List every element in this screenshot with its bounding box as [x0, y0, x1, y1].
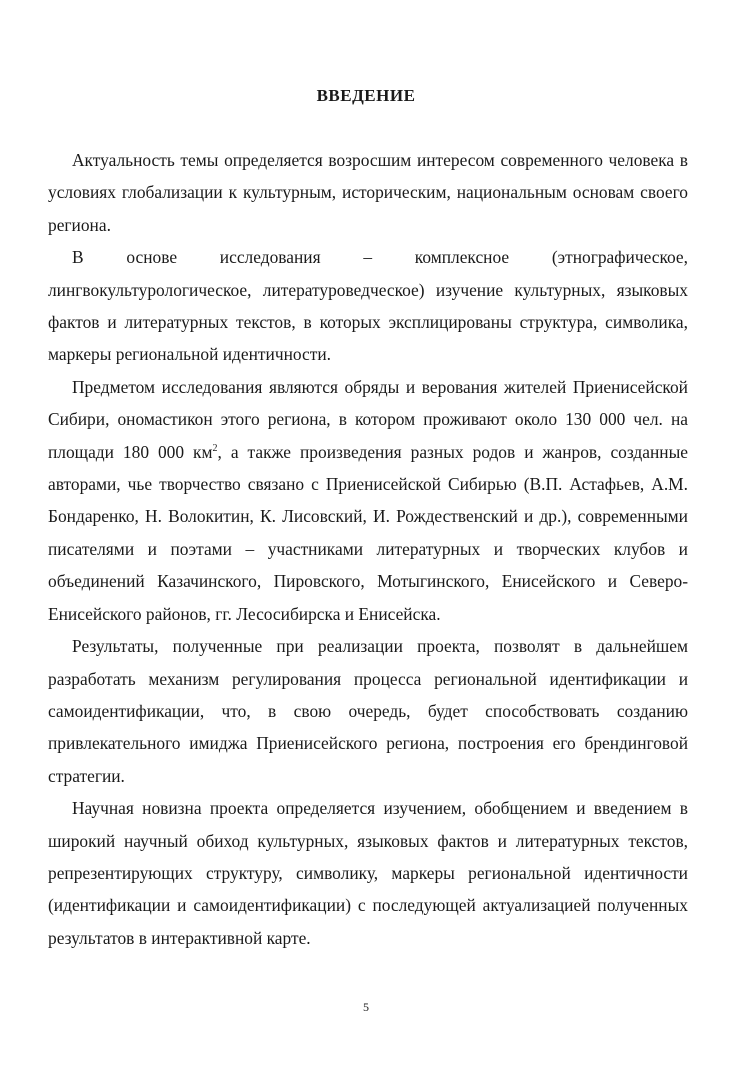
area-unit-superscript: 2 [212, 442, 218, 454]
paragraph-results: Результаты, полученные при реализации проекта, позволят в дальнейшем разработать механизм регулирования процесса региональной идентификации и самоидентификации, что, в свою очередь, будет способствовать созданию привлекательного имиджа Приенисейского региона, построения его брендинговой стратегии. [48, 636, 688, 786]
paragraph-relevance: Актуальность темы определяется возросшим интересом современного человека в условиях глобализации к культурным, историческим, национальным основам своего региона. [48, 150, 688, 235]
paragraph-research-subject-text: Предметом исследования являются обряды и верования жителей Приенисейской Сибири, ономастикон этого региона, в котором проживают около 130 000 чел. на площади 180 000 км [48, 376, 688, 462]
page-number: 5 [363, 1000, 369, 1014]
paragraph-research-basis: В основе исследования – комплексное (этнографическое, лингвокультурологическое, литературоведческое) изучение культурных, языковых фактов и литературных текстов, в которых эксплицированы структура, символика, маркеры региональной идентичности. [48, 247, 688, 365]
paragraph-research-subject [48, 371, 688, 630]
paragraph-scientific-novelty: Научная новизна проекта определяется изучением, обобщением и введением в широкий научный обиход культурных, языковых фактов и литературных текстов, репрезентирующих структуру, символику, маркеры региональной идентичности (идентификации и самоидентификации) с последующей актуализацией полученных результатов в интерактивной карте. [48, 798, 688, 948]
paragraph-research-subject-continuation: , а также произведения разных родов и жанров, созданные авторами, чье творчество связано с Приенисейской Сибирью (В.П. Астафьев, А.М. Бондаренко, Н. Волокитин, К. Лисовский, И. Рождественский и др.), современными писателями и поэтами – участниками литературных и творческих клубов и объединений Казачинского, Пировского, Мотыгинского, Енисейского и Северо-Енисейского районов, гг. Лесосибирска и Енисейска. [48, 441, 688, 624]
document-body [48, 144, 688, 954]
section-title: ВВЕДЕНИЕ [316, 86, 416, 105]
